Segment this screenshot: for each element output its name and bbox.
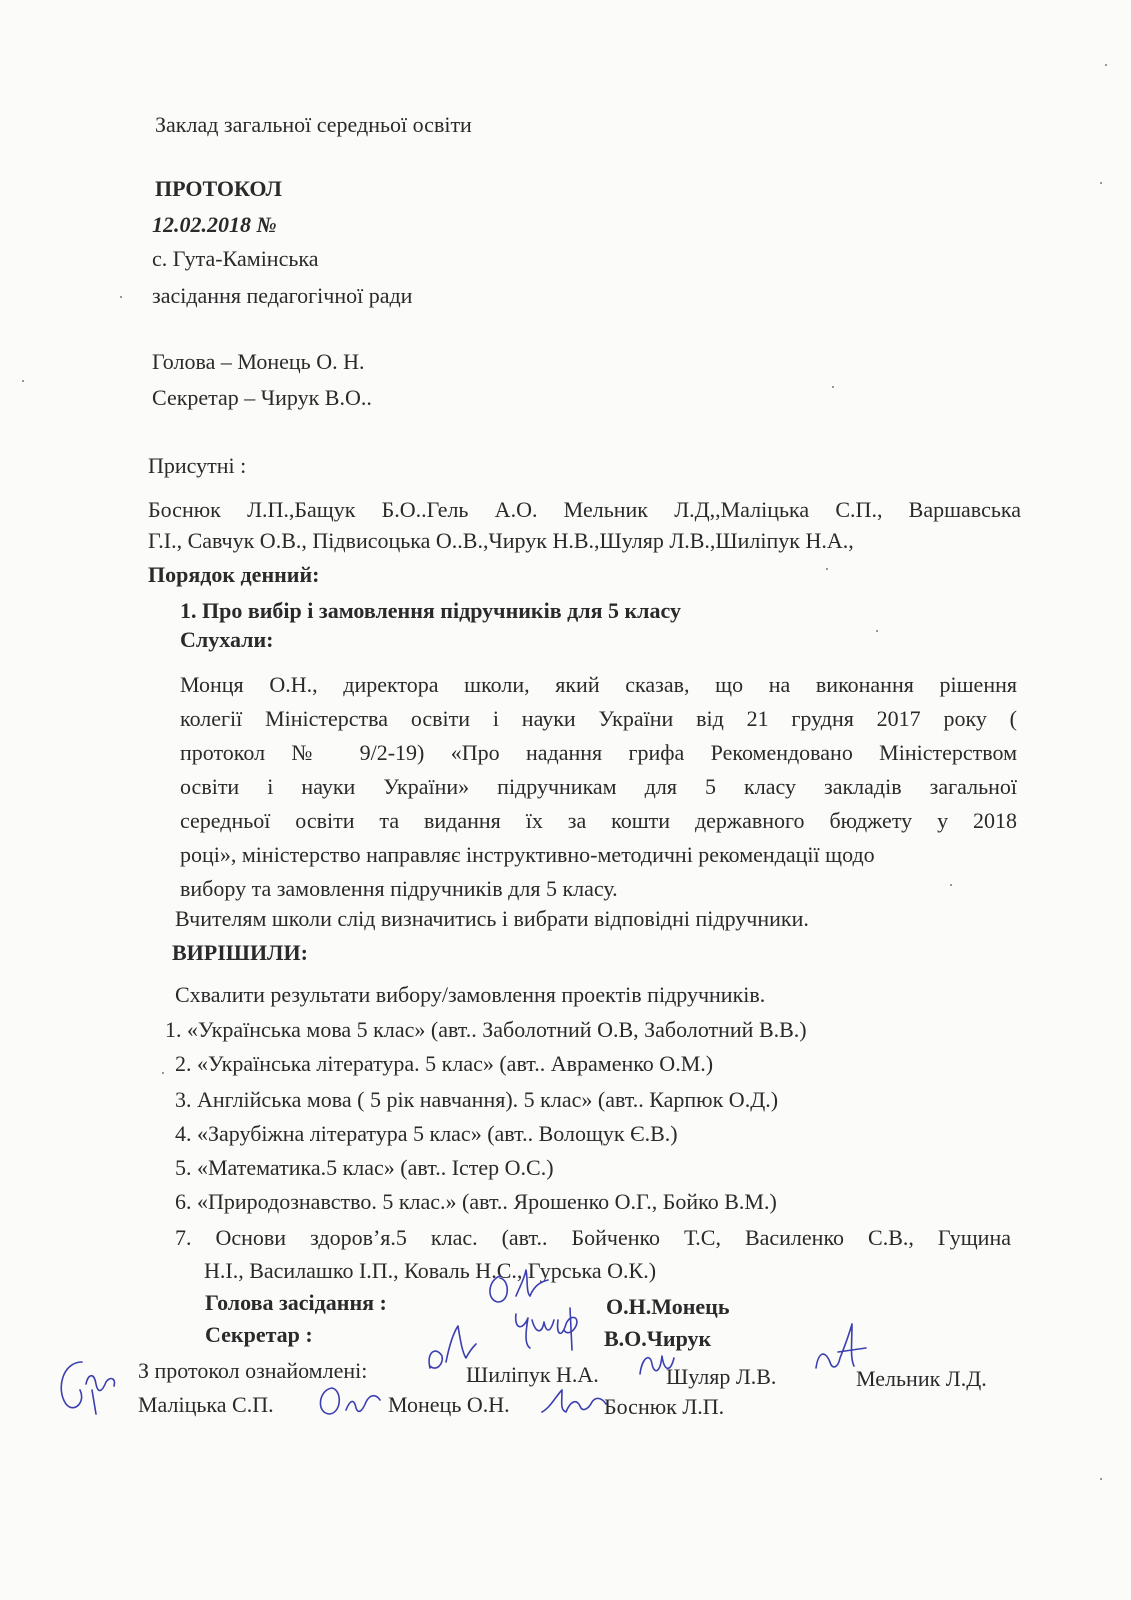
secretary-signature-label: Секретар : [205,1322,313,1347]
heard-text-line: протокол № 9/2-19) «Про надання грифа Рекомендовано Міністерством [180,740,1017,765]
heard-text-line: колегії Міністерства освіти і науки України від 21 грудня 2017 року ( [180,706,1017,731]
textbook-item: 7. Основи здоров’я.5 клас. (авт.. Бойченко Т.С, Василенко С.В., Гущина [175,1225,1011,1250]
meeting-place: с. Гута-Камінська [152,246,319,271]
institution-name: Заклад загальної середньої освіти [155,112,472,137]
attendance-line: Г.І., Савчук О.В., Підвисоцька О..В.,Чирук Н.В.,Шуляр Л.В.,Шиліпук Н.А., [148,528,854,553]
meeting-title: засідання педагогічної ради [152,283,413,308]
textbook-item: 2. «Українська література. 5 клас» (авт.. Авраменко О.М.) [175,1051,714,1076]
acknowledged-name: Шиліпук Н.А. [466,1362,599,1387]
secretary-signature-name: В.О.Чирук [604,1326,712,1351]
chair-signature-name: О.Н.Монець [606,1294,730,1319]
chair-line: Голова – Монець О. Н. [152,349,365,374]
handwritten-signature [536,1382,612,1422]
acknowledged-label: З протокол ознайомлені: [138,1358,368,1383]
attendance-label: Присутні : [148,453,247,478]
textbook-item: 4. «Зарубіжна література 5 клас» (авт.. Волощук Є.В.) [175,1121,678,1146]
textbook-item: 3. Англійська мова ( 5 рік навчання). 5 клас» (авт.. Карпюк О.Д.) [175,1087,779,1112]
decided-intro: Схвалити результати вибору/замовлення проектів підручників. [175,982,766,1007]
heard-label: Слухали: [180,627,274,652]
textbook-item: 1. «Українська мова 5 клас» (авт.. Заболотний О.В, Заболотний В.В.) [165,1017,807,1042]
teachers-instruction: Вчителям школи слід визначитись і вибрати відповідні підручники. [175,906,809,931]
heard-text-line: Монця О.Н., директора школи, який сказав, що на виконання рішення [180,672,1017,697]
agenda-item: 1. Про вибір і замовлення підручників для 5 класу [180,598,681,623]
acknowledged-name: Боснюк Л.П. [604,1394,725,1419]
attendance-line: Боснюк Л.П.,Бащук Б.О..Гель А.О. Мельник Л.Д,,Маліцька С.П., Варшавська [148,497,1021,522]
heard-text-line: середньої освіти та видання їх за кошти державного бюджету у 2018 [180,808,1017,833]
acknowledged-name: Мельник Л.Д. [856,1366,987,1391]
secretary-handwritten-signature [510,1304,600,1354]
acknowledged-name: Монець О.Н. [388,1392,510,1417]
chair-signature-label: Голова засідання : [205,1290,387,1315]
textbook-item-continuation: Н.І., Василашко І.П., Коваль Н.С., Гурська О.К.) [204,1258,657,1283]
acknowledged-name: Маліцька С.П. [138,1392,274,1417]
textbook-item: 6. «Природознавство. 5 клас.» (авт.. Ярошенко О.Г., Бойко В.М.) [175,1189,777,1214]
handwritten-signature [52,1350,132,1422]
handwritten-signature [314,1380,384,1420]
secretary-line: Секретар – Чирук В.О.. [152,385,372,410]
heard-text-line: вибору та замовлення підручників для 5 класу. [180,876,618,901]
decided-label: ВИРІШИЛИ: [172,940,308,965]
textbook-item: 5. «Математика.5 клас» (авт.. Істер О.С.) [175,1155,554,1180]
heard-text-line: році», міністерство направляє інструктивно-методичні рекомендації щодо [180,842,875,867]
document-date-number: 12.02.2018 № [152,212,277,237]
agenda-label: Порядок денний: [148,562,320,587]
acknowledged-name: Шуляр Л.В. [666,1364,777,1389]
heard-text-line: освіти і науки України» підручникам для 5 класу закладів загальної [180,774,1017,799]
document-type: ПРОТОКОЛ [155,176,282,201]
